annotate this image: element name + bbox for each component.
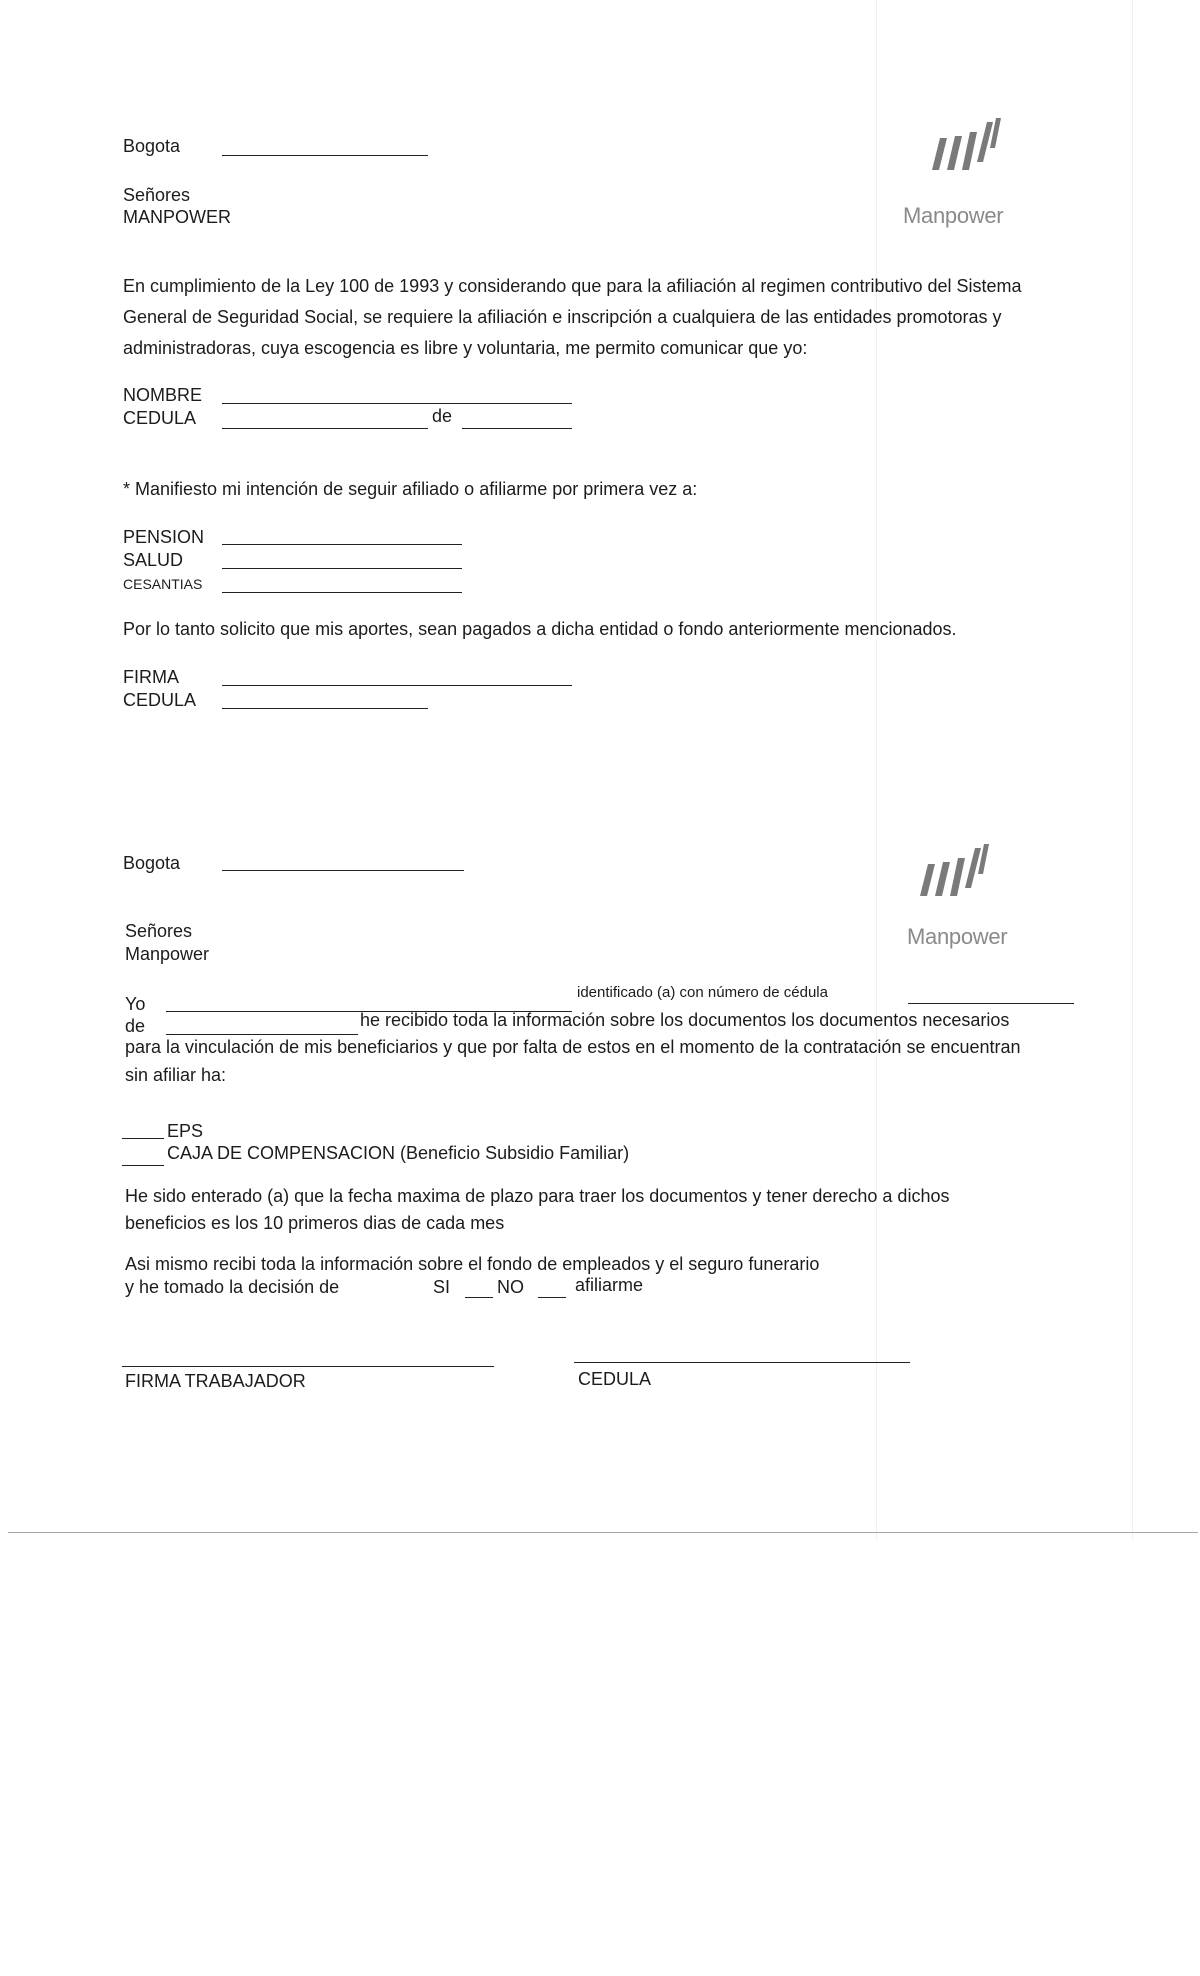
city-label-2: Bogota bbox=[123, 853, 181, 873]
salud-line bbox=[222, 568, 462, 569]
de-label-2: de bbox=[125, 1016, 146, 1036]
intro-line-2: General de Seguridad Social, se requiere la afiliación e inscripción a cualquiera de las entidades promotoras y bbox=[123, 307, 1002, 327]
manpower-logo bbox=[920, 118, 1020, 188]
salud-label: SALUD bbox=[123, 550, 184, 570]
solicito-text: Por lo tanto solicito que mis aportes, sean pagados a dicha entidad o fondo anteriormente mencionados. bbox=[123, 619, 957, 639]
si-check-line bbox=[465, 1297, 493, 1298]
intro-line-3: administradoras, cuya escogencia es libre y voluntaria, me permito comunicar que yo: bbox=[123, 338, 808, 358]
caja-label: CAJA DE COMPENSACION (Beneficio Subsidio Familiar) bbox=[167, 1143, 630, 1163]
scan-artifact-line bbox=[1132, 0, 1133, 1540]
manpower-logo-icon-2 bbox=[908, 844, 998, 904]
firma-label: FIRMA bbox=[123, 667, 179, 687]
cedula-signature-line bbox=[574, 1362, 910, 1363]
eps-check-line bbox=[122, 1138, 164, 1139]
cedula2-line bbox=[222, 708, 428, 709]
eps-label: EPS bbox=[167, 1121, 204, 1141]
manpower-logo-text-2: Manpower bbox=[907, 924, 1008, 949]
no-check-line bbox=[538, 1297, 566, 1298]
pension-line bbox=[222, 544, 462, 545]
nombre-label: NOMBRE bbox=[123, 385, 203, 405]
manifiesto-text: * Manifiesto mi intención de seguir afiliado o afiliarme por primera vez a: bbox=[123, 479, 698, 499]
no-label: NO bbox=[497, 1277, 524, 1297]
cedula-signature-label: CEDULA bbox=[578, 1369, 652, 1389]
date-line bbox=[222, 155, 428, 156]
manpower-logo-icon bbox=[920, 118, 1010, 178]
vinculacion-text: para la vinculación de mis beneficiarios y que por falta de estos en el momento de la contratación se encuentran bbox=[125, 1037, 1021, 1057]
cesantias-line bbox=[222, 592, 462, 593]
page-bottom-edge bbox=[8, 1532, 1198, 1533]
nombre-line bbox=[222, 403, 572, 404]
cedula-label: CEDULA bbox=[123, 408, 197, 428]
enterado-line-2: beneficios es los 10 primeros dias de cada mes bbox=[125, 1213, 505, 1233]
de-label: de bbox=[432, 406, 453, 426]
date-line-2 bbox=[222, 870, 464, 871]
enterado-line-1: He sido enterado (a) que la fecha maxima de plazo para traer los documentos y tener derecho a dichos bbox=[125, 1186, 950, 1206]
cesantias-label: CESANTIAS bbox=[123, 576, 203, 592]
cedula-number-line bbox=[908, 1003, 1074, 1004]
salutation-2: Señores bbox=[125, 921, 193, 941]
cedula-origin-line bbox=[462, 428, 572, 429]
scan-artifact-line bbox=[876, 0, 877, 1540]
de-line-2 bbox=[166, 1034, 358, 1035]
si-label: SI bbox=[433, 1277, 451, 1297]
sin-afiliar-text: sin afiliar ha: bbox=[125, 1065, 227, 1085]
identificado-text: identificado (a) con número de cédula bbox=[577, 984, 828, 1001]
decision-text: y he tomado la decisión de bbox=[125, 1277, 340, 1297]
addressee: MANPOWER bbox=[123, 207, 231, 227]
city-label: Bogota bbox=[123, 136, 181, 156]
recibido-text: he recibido toda la información sobre los documentos los documentos necesarios bbox=[360, 1010, 1010, 1030]
firma-trabajador-label: FIRMA TRABAJADOR bbox=[125, 1371, 306, 1391]
intro-line-1: En cumplimiento de la Ley 100 de 1993 y considerando que para la afiliación al regimen contributivo del Sistema bbox=[123, 276, 1022, 296]
salutation: Señores bbox=[123, 185, 191, 205]
manpower-logo-2 bbox=[908, 844, 1008, 914]
firma-trabajador-line bbox=[122, 1366, 494, 1367]
addressee-2: Manpower bbox=[125, 944, 210, 964]
asimismo-text: Asi mismo recibi toda la información sobre el fondo de empleados y el seguro funerario bbox=[125, 1254, 820, 1274]
cedula-line bbox=[222, 428, 428, 429]
yo-label: Yo bbox=[125, 994, 146, 1014]
caja-check-line bbox=[122, 1165, 164, 1166]
pension-label: PENSION bbox=[123, 527, 205, 547]
manpower-logo-text: Manpower bbox=[903, 203, 1004, 228]
cedula2-label: CEDULA bbox=[123, 690, 197, 710]
afiliarme-text: afiliarme bbox=[575, 1275, 644, 1295]
firma-line bbox=[222, 685, 572, 686]
